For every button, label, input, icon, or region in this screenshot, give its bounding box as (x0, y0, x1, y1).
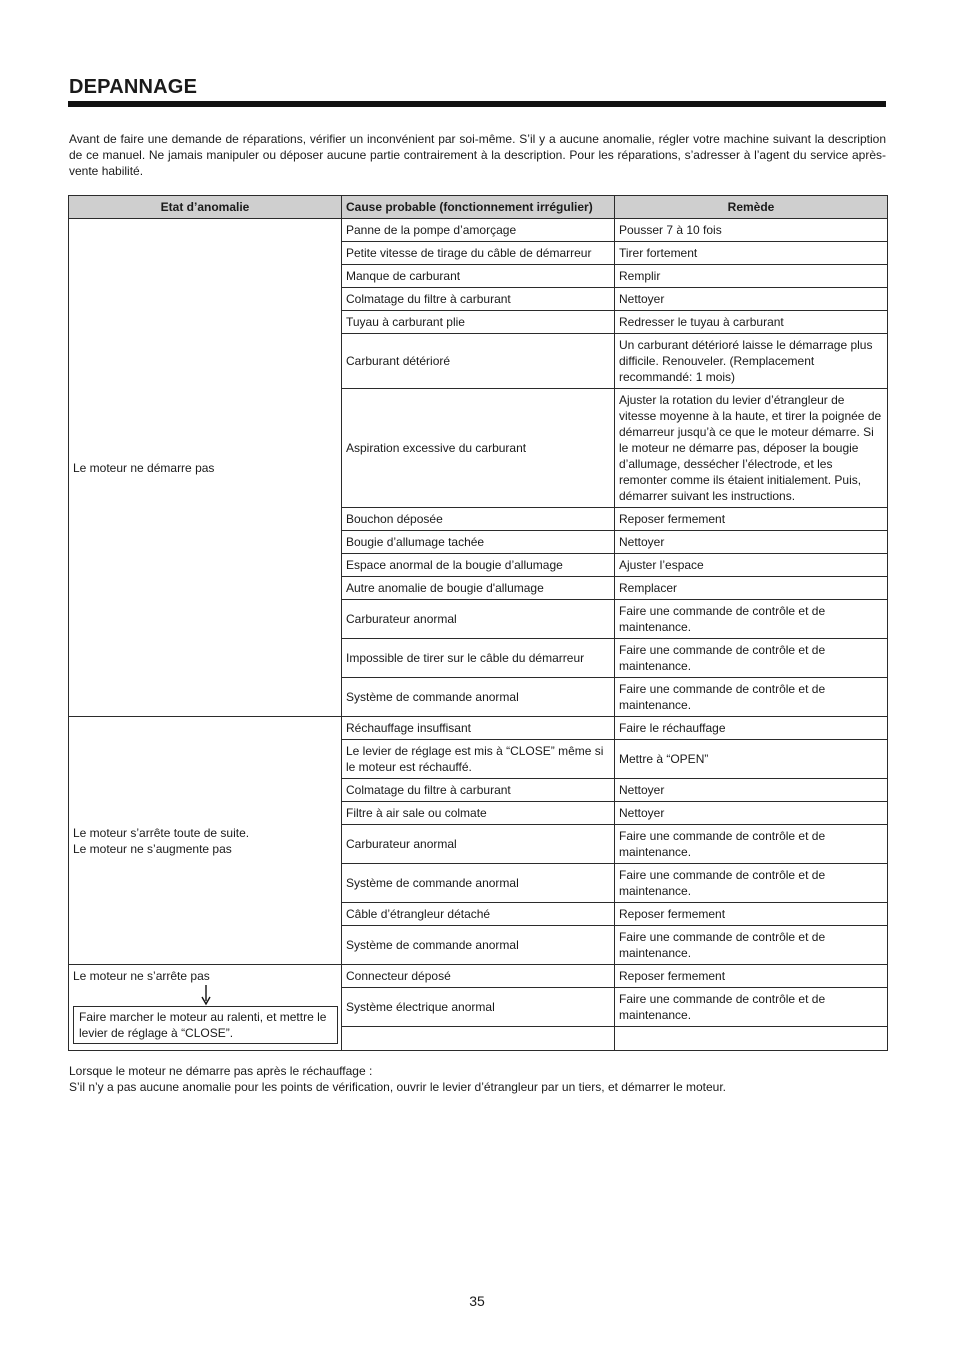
cause-cell: Réchauffage insuffisant (342, 717, 615, 740)
table-row (69, 219, 888, 242)
remedy-cell: Remplacer (615, 577, 888, 600)
remedy-cell: Un carburant détérioré laisse le démarrage plus difficile. Renouveler. (Remplacement recommandé: 1 mois) (615, 334, 888, 389)
remedy-cell: Reposer fermement (615, 965, 888, 988)
remedy-cell: Faire une commande de contrôle et de maintenance. (615, 678, 888, 717)
remedy-cell: Faire une commande de contrôle et de maintenance. (615, 988, 888, 1027)
cause-cell: Panne de la pompe d’amorçage (342, 219, 615, 242)
remedy-cell: Ajuster la rotation du levier d’étrangleur de vitesse moyenne à la haute, et tirer la poignée de démarreur jusqu’à ce que le moteur démarre. Si le moteur ne démarre pas, déposer la bougie d’allumage, dessécher l’électrode, et les remonter comme ils étaient initialement. Puis, démarrer suivant les instructions. (615, 389, 888, 508)
remedy-cell: Faire une commande de contrôle et de maintenance. (615, 639, 888, 678)
header-state: Etat d’anomalie (69, 196, 342, 219)
remedy-cell: Faire une commande de contrôle et de maintenance. (615, 926, 888, 965)
remedy-cell: Pousser 7 à 10 fois (615, 219, 888, 242)
footer-line: Lorsque le moteur ne démarre pas après le réchauffage : (69, 1064, 373, 1078)
footer-note (69, 1063, 886, 1095)
cause-cell: Système de commande anormal (342, 678, 615, 717)
cause-cell: Câble d’étrangleur détaché (342, 903, 615, 926)
cause-cell: Carburateur anormal (342, 600, 615, 639)
table-row (69, 965, 888, 988)
cause-cell: Colmatage du filtre à carburant (342, 288, 615, 311)
cause-cell: Filtre à air sale ou colmate (342, 802, 615, 825)
cause-cell: Carburateur anormal (342, 825, 615, 864)
title-rule (68, 101, 886, 107)
note-box: Faire marcher le moteur au ralenti, et mettre le levier de réglage à “CLOSE”. (73, 1006, 338, 1044)
state-line: Le moteur s’arrête toute de suite. (73, 825, 250, 840)
remedy-cell: Ajuster l’espace (615, 554, 888, 577)
header-remedy: Remède (615, 196, 888, 219)
cause-cell (342, 1027, 615, 1051)
remedy-cell: Nettoyer (615, 802, 888, 825)
remedy-cell: Nettoyer (615, 288, 888, 311)
remedy-cell (615, 1027, 888, 1051)
remedy-cell: Mettre à “OPEN” (615, 740, 888, 779)
cause-cell: Autre anomalie de bougie d'allumage (342, 577, 615, 600)
table-row (69, 717, 888, 740)
state-cell (69, 717, 342, 965)
page-number: 35 (469, 1293, 485, 1309)
cause-cell: Le levier de réglage est mis à “CLOSE” même si le moteur est réchauffé. (342, 740, 615, 779)
table-header-row (69, 196, 888, 219)
cause-cell: Système électrique anormal (342, 988, 615, 1027)
page-title: DEPANNAGE (69, 76, 198, 98)
cause-cell: Système de commande anormal (342, 864, 615, 903)
state-line: Le moteur ne s’augmente pas (73, 841, 232, 856)
remedy-cell: Reposer fermement (615, 508, 888, 531)
cause-cell: Manque de carburant (342, 265, 615, 288)
footer-line: S’il n’y a pas aucune anomalie pour les points de vérification, ouvrir le levier d’étrangleur par un tiers, et démarrer le moteur. (69, 1080, 726, 1094)
cause-cell: Bouchon déposée (342, 508, 615, 531)
remedy-cell: Nettoyer (615, 531, 888, 554)
remedy-cell: Faire le réchauffage (615, 717, 888, 740)
state-cell (69, 965, 342, 1051)
cause-cell: Système de commande anormal (342, 926, 615, 965)
remedy-cell: Faire une commande de contrôle et de maintenance. (615, 825, 888, 864)
intro-paragraph: Avant de faire une demande de réparations, vérifier un inconvénient par soi-même. S’il y a aucune anomalie, régler votre machine suivant la description de ce manuel. Ne jamais manipuler ou déposer aucune partie contrairement à la description. Pour les réparations, s’adresser à l’agent du service après-vente habilité. (69, 132, 886, 178)
arrow-down-icon (73, 984, 338, 1006)
header-cause: Cause probable (fonctionnement irrégulier) (342, 196, 615, 219)
remedy-cell: Faire une commande de contrôle et de maintenance. (615, 600, 888, 639)
troubleshooting-table (68, 195, 888, 1051)
remedy-cell: Nettoyer (615, 779, 888, 802)
state-label: Le moteur ne s’arrête pas (73, 969, 210, 983)
cause-cell: Impossible de tirer sur le câble du démarreur (342, 639, 615, 678)
remedy-cell: Faire une commande de contrôle et de maintenance. (615, 864, 888, 903)
cause-cell: Petite vitesse de tirage du câble de démarreur (342, 242, 615, 265)
cause-cell: Aspiration excessive du carburant (342, 389, 615, 508)
state-cell: Le moteur ne démarre pas (69, 219, 342, 717)
remedy-cell: Reposer fermement (615, 903, 888, 926)
cause-cell: Connecteur déposé (342, 965, 615, 988)
remedy-cell: Redresser le tuyau à carburant (615, 311, 888, 334)
cause-cell: Colmatage du filtre à carburant (342, 779, 615, 802)
remedy-cell: Remplir (615, 265, 888, 288)
cause-cell: Carburant détérioré (342, 334, 615, 389)
cause-cell: Espace anormal de la bougie d’allumage (342, 554, 615, 577)
cause-cell: Tuyau à carburant plie (342, 311, 615, 334)
remedy-cell: Tirer fortement (615, 242, 888, 265)
cause-cell: Bougie d’allumage tachée (342, 531, 615, 554)
